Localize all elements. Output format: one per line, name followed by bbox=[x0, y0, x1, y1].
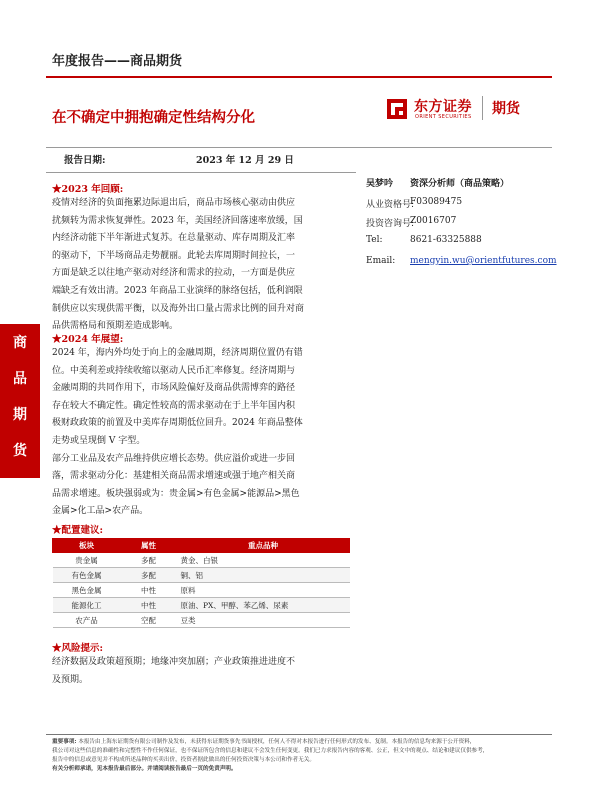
risk-paragraph bbox=[52, 654, 350, 689]
table-cell: 空配 bbox=[121, 613, 177, 628]
category-side-tab bbox=[0, 324, 40, 478]
table-row bbox=[53, 598, 350, 613]
text-line: 疫情对经济的负面拖累边际退出后，商品市场核心驱动由供应 bbox=[52, 198, 296, 208]
text-line: 的驱动下，下半场商品走势靓丽。此轮去库周期时间拉长，一 bbox=[52, 250, 296, 261]
text-line: 品需求增速。板块强弱或为：贵金属>有色金属>能源品>黑色 bbox=[52, 488, 300, 499]
disclaimer-line: 有关分析师承诺，见本报告最后部分。并请阅读报告最后一页的免责声明。 bbox=[52, 766, 237, 772]
table-row bbox=[53, 553, 350, 568]
text-line: 金融周期的共同作用下，市场风险偏好及商品供需博弈的路径 bbox=[52, 383, 296, 394]
table-cell: 有色金属 bbox=[53, 568, 121, 583]
contact-value: Z0016707 bbox=[410, 216, 457, 226]
side-char: 商 bbox=[13, 335, 27, 351]
table-cell: 黄金、白银 bbox=[177, 553, 350, 568]
risk-heading: ★风险提示: bbox=[52, 643, 104, 654]
disclaimer-line: 我公司对这些信息的准确性和完整性不作任何保证，也不保证所包含的信息和建议不会发生任何变更。我们已力求报告内容的客观、公正，但文中的观点、结论和建议仅供参考， bbox=[52, 748, 489, 754]
contact-label: 投资咨询号: bbox=[366, 219, 415, 229]
text-line: 端缺乏有效出清。2023 年商品工业演绎的脉络包括，低利润限 bbox=[52, 285, 303, 296]
table-cell: 中性 bbox=[121, 598, 177, 613]
side-char: 品 bbox=[13, 371, 27, 387]
disclaimer bbox=[52, 738, 552, 774]
contact-label: Email: bbox=[366, 256, 396, 266]
logo-en-text: ORIENT SECURITIES bbox=[415, 114, 472, 120]
text-line: 存在较大不确定性。确定性较高的需求驱动在于上半年国内积 bbox=[52, 400, 296, 411]
contact-label: 从业资格号: bbox=[366, 200, 415, 210]
table-cell: 豆类 bbox=[177, 613, 350, 628]
text-line: 走势或呈现倒 V 字型。 bbox=[52, 435, 146, 446]
header-divider bbox=[46, 76, 552, 78]
table-row bbox=[53, 613, 350, 628]
column-header: 重点品种 bbox=[177, 539, 350, 553]
text-line: 落，需求驱动分化：基建相关商品需求增速或强于地产相关商 bbox=[52, 471, 296, 482]
text-line: 制供应以实现供需平衡，以及海外出口量占需求比例的回升对商 bbox=[52, 303, 305, 314]
report-date-label: 报告日期: bbox=[64, 155, 106, 166]
side-char: 货 bbox=[13, 443, 27, 459]
table-cell: 中性 bbox=[121, 583, 177, 598]
logo-separator bbox=[482, 96, 483, 120]
allocation-heading: ★配置建议: bbox=[52, 525, 104, 536]
table-cell: 多配 bbox=[121, 553, 177, 568]
date-rule-bottom bbox=[46, 172, 356, 173]
text-line: 2024 年，海内外均处于向上的金融周期，经济周期位置仍有错 bbox=[52, 348, 303, 358]
table-header-row bbox=[53, 539, 350, 553]
column-header: 板块 bbox=[53, 539, 121, 553]
report-date-value: 2023 年 12 月 29 日 bbox=[196, 155, 294, 166]
email-link[interactable]: mengyin.wu@orientfutures.com bbox=[410, 256, 557, 266]
contact-value: F03089475 bbox=[410, 197, 463, 207]
text-line: 金属>化工品>农产品。 bbox=[52, 506, 149, 517]
analyst-block bbox=[366, 176, 510, 189]
allocation-table bbox=[52, 538, 350, 628]
table-cell: 铜、铝 bbox=[177, 568, 350, 583]
disclaimer-line: 报告中的信息或意见并不构成所述品种的买卖出价，投资者据此做出的任何投资决策与本公司和作者无关。 bbox=[52, 757, 315, 763]
logo-sub-text: 期货 bbox=[492, 101, 520, 117]
contact-value: 8621-63325888 bbox=[410, 235, 482, 245]
logo-cn-text: 东方证券 bbox=[414, 99, 472, 115]
side-char: 期 bbox=[13, 407, 27, 423]
outlook-paragraph bbox=[52, 345, 350, 521]
analyst-name: 吴梦吟 bbox=[366, 179, 394, 189]
analyst-title: 资深分析师（商品策略） bbox=[410, 179, 510, 189]
column-header: 属性 bbox=[121, 539, 177, 553]
disclaimer-line bbox=[52, 738, 552, 747]
text-line: 极财政政策的前置及中美库存周期低位回升。2024 年商品整体 bbox=[52, 418, 303, 429]
table-cell: 农产品 bbox=[53, 613, 121, 628]
date-rule-top bbox=[46, 147, 552, 148]
text-line: 及预期。 bbox=[52, 674, 89, 685]
footer-divider bbox=[46, 734, 552, 735]
report-type-header: 年度报告——商品期货 bbox=[52, 54, 183, 69]
table-cell: 多配 bbox=[121, 568, 177, 583]
table-cell: 能源化工 bbox=[53, 598, 121, 613]
text-line: 内经济动能下半年渐进式复苏。在总量驱动、库存周期及汇率 bbox=[52, 233, 296, 244]
text-line: 位。中美利差或持续收缩以驱动人民币汇率修复。经济周期与 bbox=[52, 365, 296, 376]
company-logo bbox=[384, 92, 554, 126]
contact-label: Tel: bbox=[366, 235, 383, 245]
text-line: 部分工业品及农产品维持供应增长态势。供应溢价或进一步回 bbox=[52, 453, 296, 464]
disclaimer-text: 本报告由上海东证期货有限公司制作及发布，未获得东证期货事先书面授权，任何人不得对本报告进行任何形式的发布、复制。本报告的信息均来源于公开资料， bbox=[78, 739, 476, 745]
report-title: 在不确定中拥抱确定性结构分化 bbox=[52, 110, 255, 126]
text-line: 方面是缺乏以往地产驱动对经济和需求的拉动，一方面是供应 bbox=[52, 268, 296, 279]
text-line: 扰频转为需求恢复弹性。2023 年，美国经济回落速率放缓，国 bbox=[52, 215, 303, 226]
text-line: 品供需格局和预期差造成影响。 bbox=[52, 321, 179, 332]
disclaimer-label: 重要事项: bbox=[52, 739, 77, 745]
text-line: 经济数据及政策超预期；地缘冲突加剧；产业政策推进进度不 bbox=[52, 657, 296, 667]
review-paragraph bbox=[52, 195, 350, 336]
table-cell: 原料 bbox=[177, 583, 350, 598]
outlook-heading: ★2024 年展望: bbox=[52, 334, 124, 345]
orient-logo-icon bbox=[384, 96, 410, 122]
table-cell: 黑色金属 bbox=[53, 583, 121, 598]
table-cell: 贵金属 bbox=[53, 553, 121, 568]
table-cell: 原油、PX、甲醇、苯乙烯、尿素 bbox=[177, 598, 350, 613]
table-row bbox=[53, 583, 350, 598]
review-heading: ★2023 年回顾: bbox=[52, 184, 124, 195]
table-row bbox=[53, 568, 350, 583]
